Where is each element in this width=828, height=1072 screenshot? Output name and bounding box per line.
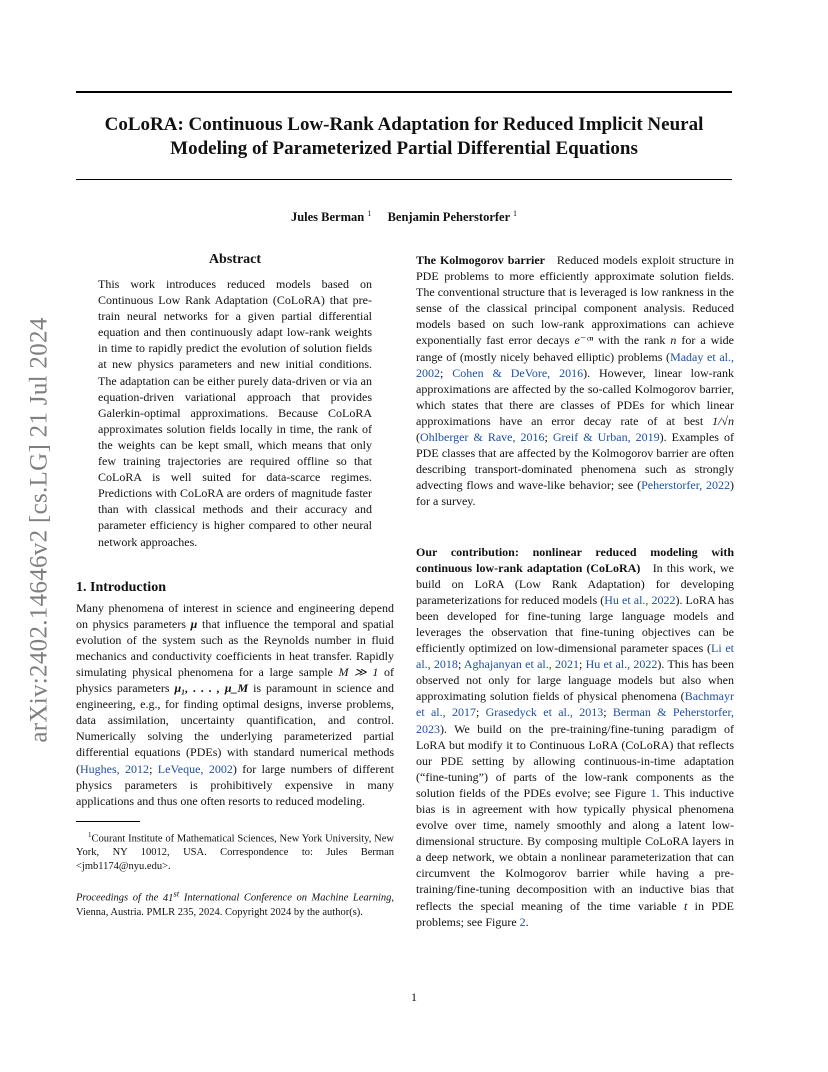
author-name: Jules Berman	[290, 210, 365, 225]
math-sample: M ≫ 1	[338, 664, 379, 679]
author-name: Benjamin Peherstorfer	[387, 210, 510, 225]
math-time: t	[683, 898, 688, 913]
right-column	[416, 252, 734, 930]
section-heading-introduction: 1. Introduction	[76, 579, 166, 595]
citation-link[interactable]: Li et al., 2018	[416, 641, 735, 672]
citation-link[interactable]: Ohlberger & Rave, 2016	[420, 430, 545, 445]
math-decay: e⁻ᶜⁿ	[574, 333, 594, 348]
citation-link[interactable]: LeVeque, 2002	[157, 761, 233, 776]
abstract-text: This work introduces reduced models based on Continuous Low Rank Adaptation (CoLoRA) that pre-train neural networks for a given partial differential equation and then continuously adapt low-rank weights in time to rapidly predict the evolution of solution fields at new physics parameters and new initial conditions. The adaptation can be either purely data-driven or via an equation-driven variational approach that provides Galerkin-optimal approximations. Because CoLoRA approximates solution fields locally in time, the rank of the weights can be kept small, which means that only few training trajectories are required offline so that CoLoRA is well suited for data-scarce regimes. Predictions with CoLoRA are orders of magnitude faster than with classical methods and their accuracy and parameter efficiency is higher compared to other neural network approaches.	[98, 277, 372, 549]
page-number: 1	[411, 990, 417, 1004]
left-column	[76, 252, 394, 920]
figure-link[interactable]: 2	[519, 914, 526, 929]
author-affiliation: 1	[367, 209, 372, 218]
citation-link[interactable]: Maday et al., 2002	[416, 349, 734, 380]
figure-link[interactable]: 1	[650, 785, 657, 800]
citation-link[interactable]: Peherstorfer, 2022	[641, 478, 730, 493]
citation-link[interactable]: Grasedyck et al., 2013	[485, 705, 604, 720]
footnote-rule	[76, 821, 140, 822]
author-affiliation: 1	[513, 209, 518, 218]
citation-link[interactable]: Cohen & DeVore, 2016	[452, 365, 584, 380]
title-rule-top	[76, 91, 732, 93]
citation-link[interactable]: Berman & Peherstorfer, 2023	[416, 705, 734, 736]
citation-link[interactable]: Hu et al., 2022	[585, 657, 658, 672]
intro-paragraph: Many phenomena of interest in science and engineering depend on physics parameters μ that influence the temporal and spatial evolution of the system such as the Reynolds number in fluid mechanics and conductivity coefficients in heat transfer. Rapidly simulating physical phenomena for a large sample M ≫ 1 of physics parameters μ₁, . . . , μ_M is paramount in science and engineering, e.g., for finding optimal designs, inverse problems, data assimilation, uncertainty quantification, and control. Numerically solving the underlying parameterized partial differential equations (PDEs) with standard numerical methods (Hughes, 2012; LeVeque, 2002) for large numbers of different physics parameters is prohibitively expensive in many applications and thus one often resorts to reduced modeling.	[76, 600, 395, 808]
math-rate: 1/√n	[712, 413, 735, 428]
math-mu: μ	[190, 616, 198, 631]
citation-link[interactable]: Hughes, 2012	[80, 761, 150, 776]
footnote-affiliation: $^1$Courant Institute of Mathematical Sciences, New York University, New York, NY 10012, USA. Correspondence to: Jules Berman <jmb1174@nyu.edu>.	[76, 830, 394, 873]
paragraph-heading-kolmogorov: The Kolmogorov barrier	[416, 253, 546, 267]
citation-link[interactable]: Greif & Urban, 2019	[552, 430, 660, 445]
arxiv-id-text: arXiv:2402.14646v2 [cs.LG] 21 Jul 2024	[26, 317, 53, 743]
arxiv-stamp	[20, 300, 60, 760]
paper-title: CoLoRA: Continuous Low-Rank Adaptation for Reduced Implicit Neural Modeling of Parameterized Partial Differential Equations	[104, 114, 704, 159]
citation-link[interactable]: Bachmayr et al., 2017	[416, 689, 734, 720]
citation-link[interactable]: Hu et al., 2022	[604, 592, 676, 607]
paragraph-heading-contribution: Our contribution: nonlinear reduced modeling with continuous low-rank adaptation (CoLoRA)	[416, 544, 734, 575]
kolmogorov-paragraph: The Kolmogorov barrier Reduced models exploit structure in PDE problems to more efficiently approximate solution fields. The conventional structure that is leveraged is low rankness in the sense of the classical principal component analysis. Reduced models based on such low-rank approximations can achieve exponentially fast error decays e⁻ᶜⁿ with the rank n for a wide range of (mostly nicely behaved elliptic) problems (Maday et al., 2002; Cohen & DeVore, 2016). However, linear low-rank approximations are affected by the so-called Kolmogorov barrier, which states that there are classes of PDEs for which linear approximations have an error decay rate of at best 1/√n (Ohlberger & Rave, 2016; Greif & Urban, 2019). Examples of PDE classes that are affected by the Kolmogorov barrier are often describing transport-dominated phenomena such as strongly advecting flows and wave-like behavior; see (Peherstorfer, 2022) for a survey.	[416, 253, 735, 509]
contribution-paragraph: Our contribution: nonlinear reduced modeling with continuous low-rank adaptation (CoLoRA) In this work, we build on LoRA (Low Rank Adaptation) for developing parameterizations for reduced models (Hu et al., 2022). LoRA has been developed for fine-tuning large language models and leverages the observation that fine-tuning objectives can be efficiently optimized on low-dimensional parameter spaces (Li et al., 2018; Aghajanyan et al., 2021; Hu et al., 2022). This has been observed not only for large language models but also when approximating solution fields of physical phenomena (Bachmayr et al., 2017; Grasedyck et al., 2013; Berman & Peherstorfer, 2023). We build on the pre-training/fine-tuning paradigm of LoRA but modify it to Continuous LoRA (CoLoRA) that reflects our PDE setting by allowing continuous-in-time adaptation (“fine-tuning”) of parts of the low-rank components as the solution fields of the PDEs evolve; see Figure 1. This inductive bias is in agreement with how typically physical phenomena evolve over time, namely smoothly and along a latent low-dimensional structure. By composing multiple CoLoRA layers in a deep network, we obtain a nonlinear parameterization that can circumvent the Kolmogorov barrier while having a pre-training/fine-tuning decomposition with an inductive bias that reflects the special meaning of the time variable t in PDE problems; see Figure 2.	[416, 544, 735, 929]
math-rank: n	[670, 333, 677, 348]
citation-link[interactable]: Aghajanyan et al., 2021	[463, 657, 579, 672]
proceedings-note: Proceedings of the 41st International Conference on Machine Learning, Vienna, Austria. PMLR 235, 2024. Copyright 2024 by the author(s).	[76, 888, 395, 918]
title-rule-bottom	[76, 179, 732, 180]
author-list	[76, 209, 732, 225]
abstract-heading: Abstract	[208, 252, 262, 267]
math-params: μ₁, . . . , μ_M	[174, 681, 249, 696]
